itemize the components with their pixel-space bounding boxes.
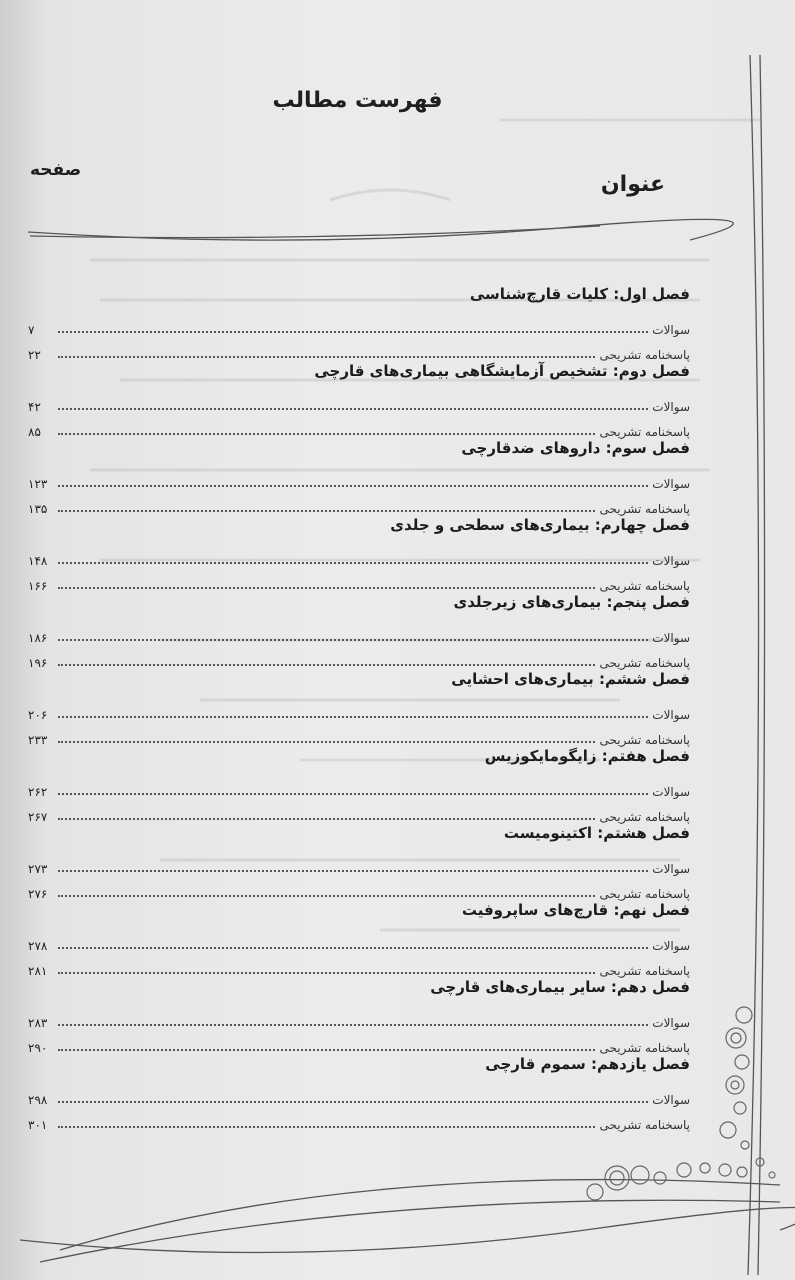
- toc-entry-questions: [28, 700, 690, 722]
- page-number: ۱۴۸: [28, 554, 48, 568]
- toc-entry-answers: [28, 417, 690, 439]
- entry-label: سوالات: [652, 1016, 690, 1030]
- entry-label: پاسخنامه تشریحی: [599, 1041, 690, 1055]
- entry-label: سوالات: [652, 323, 690, 337]
- chapter-title: فصل هفتم: زایگومایکوزیس: [484, 747, 690, 765]
- entry-label: پاسخنامه تشریحی: [599, 579, 690, 593]
- toc-entry-answers: [28, 879, 690, 901]
- page-number: ۲۷۶: [28, 887, 48, 901]
- entry-label: سوالات: [652, 1093, 690, 1107]
- chapter-5: [28, 593, 690, 670]
- page-number: ۲۰۶: [28, 708, 48, 722]
- dot-leader: [58, 895, 595, 897]
- page-number: ۴۲: [28, 400, 41, 414]
- dot-leader: [58, 485, 648, 487]
- entry-label: سوالات: [652, 400, 690, 414]
- chapter-1: [28, 285, 690, 362]
- chapter-title: فصل دوم: تشخیص آزمایشگاهی بیماری‌های قارچی: [314, 362, 690, 380]
- toc-entry-answers: [28, 725, 690, 747]
- chapter-3: [28, 439, 690, 516]
- page-number: ۲۹۸: [28, 1093, 48, 1107]
- dot-leader: [58, 947, 648, 949]
- dot-leader: [58, 1024, 648, 1026]
- page-number: ۲۷۸: [28, 939, 48, 953]
- entry-label: پاسخنامه تشریحی: [599, 348, 690, 362]
- dot-leader: [58, 793, 648, 795]
- toc-entry-questions: [28, 777, 690, 799]
- chapter-11: [28, 1055, 690, 1132]
- entry-label: سوالات: [652, 939, 690, 953]
- toc-entry-questions: [28, 469, 690, 491]
- entry-label: پاسخنامه تشریحی: [599, 810, 690, 824]
- entry-label: سوالات: [652, 477, 690, 491]
- title-column-header: عنوان: [600, 172, 665, 197]
- dot-leader: [58, 408, 648, 410]
- page-number: ۱۲۳: [28, 477, 48, 491]
- dot-leader: [58, 972, 595, 974]
- entry-label: پاسخنامه تشریحی: [599, 887, 690, 901]
- dot-leader: [58, 639, 648, 641]
- page-number: ۱۹۶: [28, 656, 48, 670]
- toc-entry-questions: [28, 854, 690, 876]
- dot-leader: [58, 818, 595, 820]
- toc-entry-answers: [28, 571, 690, 593]
- chapter-title: فصل چهارم: بیماری‌های سطحی و جلدی: [390, 516, 690, 534]
- page-number: ۱۶۶: [28, 579, 48, 593]
- page-number: ۲۹۰: [28, 1041, 48, 1055]
- chapter-9: [28, 901, 690, 978]
- entry-label: سوالات: [652, 708, 690, 722]
- chapter-6: [28, 670, 690, 747]
- toc-entry-questions: [28, 392, 690, 414]
- chapter-7: [28, 747, 690, 824]
- page-number: ۲۶۷: [28, 810, 48, 824]
- entry-label: پاسخنامه تشریحی: [599, 1118, 690, 1132]
- page-number: ۳۰۱: [28, 1118, 48, 1132]
- entry-label: سوالات: [652, 554, 690, 568]
- toc-entry-answers: [28, 648, 690, 670]
- table-of-contents: [28, 285, 690, 1132]
- entry-label: پاسخنامه تشریحی: [599, 502, 690, 516]
- page-number: ۲۷۳: [28, 862, 48, 876]
- toc-entry-questions: [28, 1008, 690, 1030]
- dot-leader: [58, 870, 648, 872]
- dot-leader: [58, 356, 595, 358]
- toc-entry-answers: [28, 340, 690, 362]
- chapter-title: فصل نهم: قارچ‌های ساپروفیت: [461, 901, 690, 919]
- dot-leader: [58, 716, 648, 718]
- entry-label: پاسخنامه تشریحی: [599, 964, 690, 978]
- dot-leader: [58, 562, 648, 564]
- page-number: ۲۶۲: [28, 785, 48, 799]
- chapter-title: فصل یازدهم: سموم قارچی: [485, 1055, 690, 1073]
- dot-leader: [58, 1101, 648, 1103]
- chapter-title: فصل ششم: بیماری‌های احشایی: [451, 670, 690, 688]
- dot-leader: [58, 1049, 595, 1051]
- entry-label: پاسخنامه تشریحی: [599, 425, 690, 439]
- dot-leader: [58, 331, 648, 333]
- entry-label: سوالات: [652, 785, 690, 799]
- chapter-title: فصل دهم: سایر بیماری‌های قارچی: [430, 978, 690, 996]
- page-number: ۱۸۶: [28, 631, 48, 645]
- toc-entry-questions: [28, 623, 690, 645]
- dot-leader: [58, 741, 595, 743]
- page-number: ۷: [28, 323, 35, 337]
- dot-leader: [58, 433, 595, 435]
- page-number: ۲۳۳: [28, 733, 48, 747]
- chapter-title: فصل هشتم: اکتینومیست: [503, 824, 690, 842]
- entry-label: سوالات: [652, 862, 690, 876]
- page-number: ۱۳۵: [28, 502, 48, 516]
- toc-entry-questions: [28, 931, 690, 953]
- chapter-4: [28, 516, 690, 593]
- chapter-title: فصل اول: کلیات قارچ‌شناسی: [469, 285, 690, 303]
- dot-leader: [58, 664, 595, 666]
- entry-label: سوالات: [652, 631, 690, 645]
- dot-leader: [58, 587, 595, 589]
- toc-entry-answers: [28, 1033, 690, 1055]
- toc-entry-questions: [28, 1085, 690, 1107]
- entry-label: پاسخنامه تشریحی: [599, 733, 690, 747]
- toc-entry-answers: [28, 1110, 690, 1132]
- chapter-10: [28, 978, 690, 1055]
- toc-entry-answers: [28, 956, 690, 978]
- chapter-2: [28, 362, 690, 439]
- page-column-header: صفحه: [30, 160, 82, 180]
- toc-entry-answers: [28, 802, 690, 824]
- dot-leader: [58, 510, 595, 512]
- toc-entry-answers: [28, 494, 690, 516]
- entry-label: پاسخنامه تشریحی: [599, 656, 690, 670]
- page-title: فهرست مطالب: [272, 88, 443, 113]
- chapter-title: فصل پنجم: بیماری‌های زیرجلدی: [453, 593, 690, 611]
- dot-leader: [58, 1126, 595, 1128]
- toc-entry-questions: [28, 546, 690, 568]
- chapter-8: [28, 824, 690, 901]
- page-number: ۲۸۳: [28, 1016, 48, 1030]
- page-number: ۸۵: [28, 425, 41, 439]
- toc-entry-questions: [28, 315, 690, 337]
- page-number: ۲۸۱: [28, 964, 48, 978]
- chapter-title: فصل سوم: داروهای ضدقارچی: [461, 439, 690, 457]
- page-number: ۲۲: [28, 348, 41, 362]
